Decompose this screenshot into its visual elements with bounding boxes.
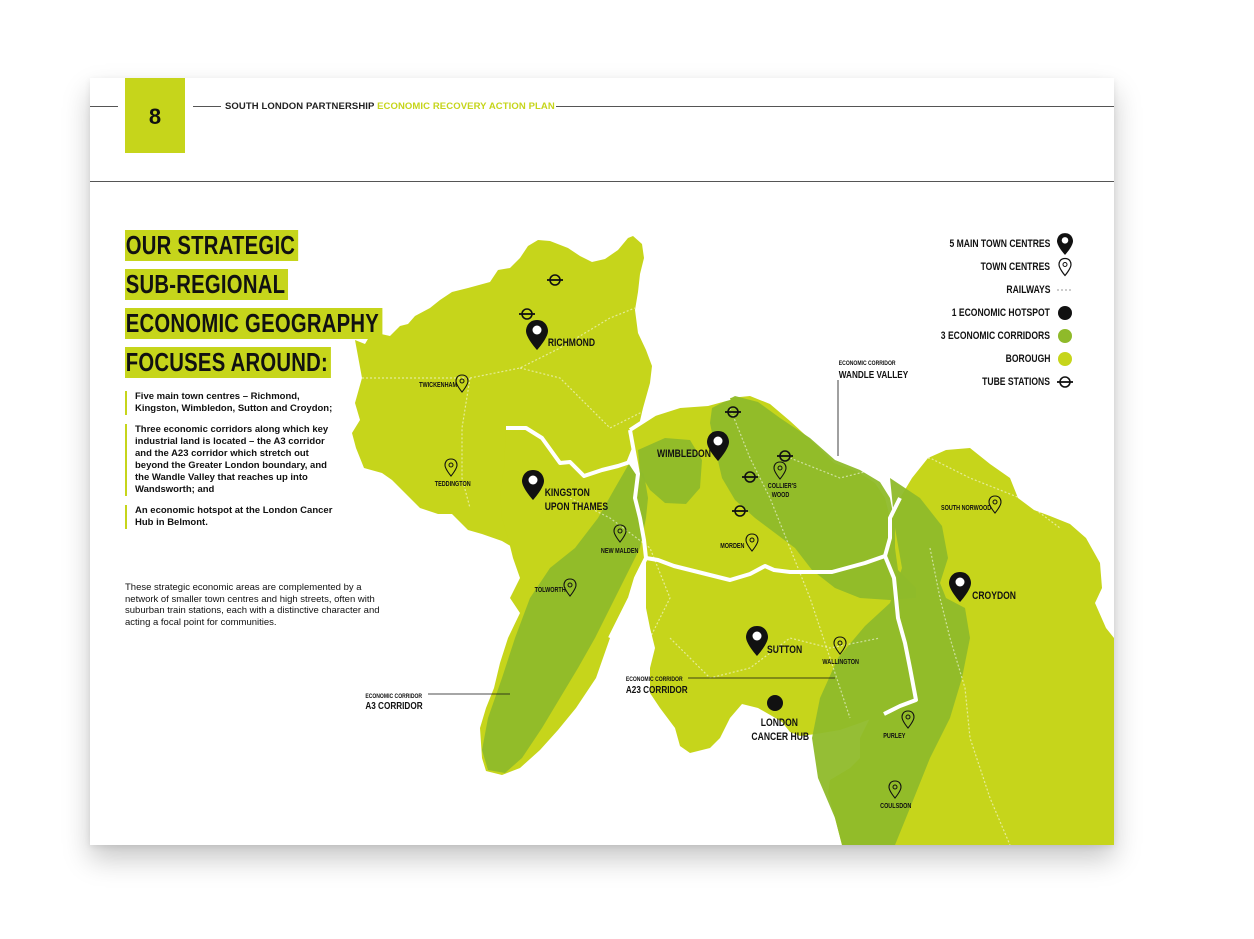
callout-a3: A3 CORRIDOR: [365, 698, 423, 712]
headline-line: FOCUSES AROUND:: [125, 347, 331, 378]
town-pin-icon: [456, 375, 468, 392]
label-richmond: RICHMOND: [547, 337, 596, 350]
header-doc-title: ECONOMIC RECOVERY ACTION PLAN: [377, 101, 555, 112]
label-colliers: COLLIER'S: [767, 482, 797, 491]
legend-label: RAILWAYS: [1005, 283, 1050, 296]
lime-dot-icon: [1056, 349, 1074, 369]
label-teddington: TEDDINGTON: [434, 480, 471, 489]
label-wallington: WALLINGTON: [822, 658, 859, 667]
headline-line: SUB-REGIONAL: [125, 269, 288, 300]
legend-item: [910, 255, 1074, 278]
legend-item: [910, 324, 1074, 347]
bullet-item: An economic hotspot at the London Cancer Hub in Belmont.: [125, 505, 335, 529]
town-pin-icon: [746, 534, 758, 551]
header-org: SOUTH LONDON PARTNERSHIP: [225, 101, 375, 112]
callout-wandle: WANDLE VALLEY: [838, 367, 909, 381]
legend-label: 5 MAIN TOWN CENTRES: [949, 237, 1050, 250]
legend-label: TUBE STATIONS: [982, 375, 1050, 388]
town-pin-icon: [902, 711, 914, 728]
tube-station-icon: [519, 309, 535, 319]
main-pin-icon: [1056, 234, 1074, 254]
body-paragraph: These strategic economic areas are complemented by a network of smaller town centres and high streets, often with suburban train stations, each with a distinctive character and acting a focal point for communities.: [125, 582, 380, 628]
label-coulsdon: COULSDON: [880, 802, 912, 811]
label-sutton: SUTTON: [767, 644, 803, 657]
black-dot-icon: [1056, 303, 1074, 323]
town-pin-icon: [564, 579, 576, 596]
label-cancer-hub: CANCER HUB: [751, 731, 810, 744]
tube-station-icon: [547, 275, 563, 285]
legend-label: 1 ECONOMIC HOTSPOT: [951, 306, 1050, 319]
legend-item: [910, 370, 1074, 393]
tube-station-icon: [732, 506, 748, 516]
legend-item: [910, 278, 1074, 301]
label-purley: PURLEY: [883, 732, 906, 741]
legend-item: [910, 301, 1074, 324]
label-tolworth: TOLWORTH: [534, 586, 566, 595]
main-town-pin-icon: [949, 572, 971, 602]
headline-line: ECONOMIC GEOGRAPHY: [125, 308, 382, 339]
bullet-item: Three economic corridors along which key industrial land is located – the A3 corridor and the A23 corridor which stretch out beyond the Greater London boundary, and the Wandle Valley that reaches up into Wandsworth; and: [125, 424, 335, 496]
headline: [125, 230, 455, 386]
legend-label: BOROUGH: [1005, 352, 1050, 365]
legend-item: [910, 347, 1074, 370]
document-page: [90, 78, 1114, 845]
label-croydon: CROYDON: [972, 590, 1017, 603]
legend-item: [910, 232, 1074, 255]
bullet-item: Five main town centres – Richmond, Kingston, Wimbledon, Sutton and Croydon;: [125, 391, 335, 415]
bullet-list: [125, 391, 335, 538]
page-number: 8: [148, 104, 162, 129]
tube-station-icon: [777, 451, 793, 461]
tube-station-icon: [725, 407, 741, 417]
town-pin-icon: [614, 525, 626, 542]
railway-line-icon: [1056, 280, 1074, 300]
callout-a23: A23 CORRIDOR: [625, 682, 688, 696]
green-dot-icon: [1056, 326, 1074, 346]
map-legend: [910, 232, 1074, 393]
tube-station-icon: [742, 472, 758, 482]
economic-hotspot-icon: [767, 695, 783, 711]
label-twickenham: TWICKENHAM: [419, 381, 458, 390]
callout-a3-small: ECONOMIC CORRIDOR: [365, 693, 423, 701]
label-south-norwood: SOUTH NORWOOD: [940, 504, 992, 513]
town-pin-icon: [834, 637, 846, 654]
label-colliers-wood: WOOD: [771, 491, 790, 500]
label-kingston: KINGSTON: [544, 487, 590, 500]
headline-line: OUR STRATEGIC: [125, 230, 298, 261]
outline-pin-icon: [1056, 257, 1074, 277]
label-wimbledon: WIMBLEDON: [657, 448, 711, 461]
label-upon-thames: UPON THAMES: [544, 501, 609, 514]
label-london: LONDON: [760, 717, 798, 730]
main-town-pin-icon: [526, 320, 548, 350]
town-pin-icon: [445, 459, 457, 476]
town-pin-icon: [774, 462, 786, 479]
label-new-malden: NEW MALDEN: [600, 547, 639, 556]
callout-wandle-small: ECONOMIC CORRIDOR: [838, 360, 896, 368]
legend-label: TOWN CENTRES: [980, 260, 1050, 273]
callout-a23-small: ECONOMIC CORRIDOR: [625, 676, 683, 684]
tube-roundel-icon: [1056, 372, 1074, 392]
legend-label: 3 ECONOMIC CORRIDORS: [940, 329, 1050, 342]
main-town-pin-icon: [522, 470, 544, 500]
label-morden: MORDEN: [720, 542, 745, 551]
main-town-pin-icon: [746, 626, 768, 656]
town-pin-icon: [889, 781, 901, 798]
